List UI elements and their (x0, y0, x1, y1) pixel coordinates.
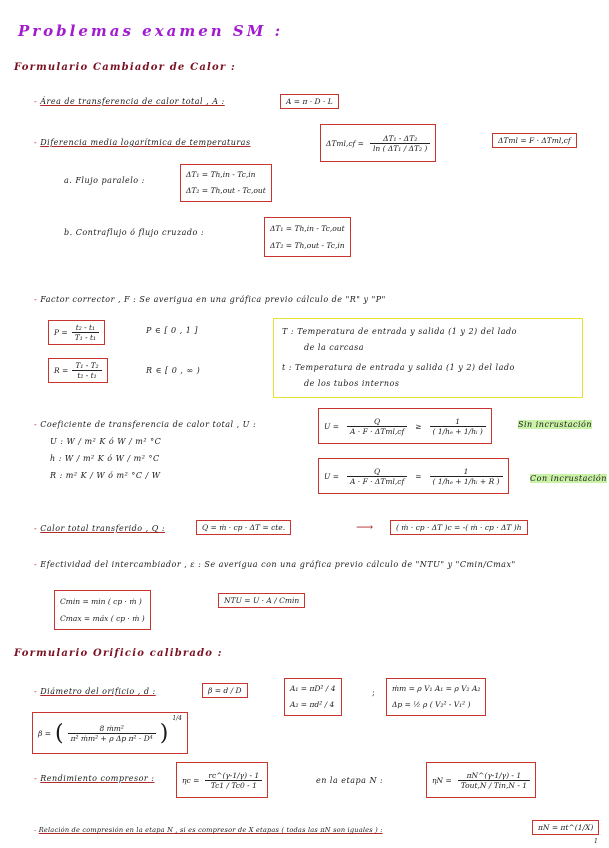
heat-balance-formula: ( ṁ · cp · ΔT )c = -( ṁ · cp · ΔT )h (390, 520, 528, 535)
section-heading-orifice: Formulario Orificio calibrado : (14, 648, 223, 659)
u-units: U : W / m² K ó W / m² °C (50, 437, 162, 446)
u-formula-fouled: U = $\frac{Q}{\text{A · F · ΔTml,cf}}$ = $\frac{1}{\text{( 1/hₑ + 1/hᵢ + R )}}$ (318, 458, 509, 494)
p-formula: P = $\frac{\text{t₂ - t₁}}{\text{T₁ - t₁}}$ (48, 320, 105, 345)
note-shell-temp-cont: de la carcasa (304, 343, 364, 352)
compression-ratio-label: - Relación de compresión en la etapa N , si es compresor de X etapas ( todas las πN son iguales ) : (34, 826, 383, 834)
ntu-formula: NTU = U · A / Cmin (218, 593, 305, 608)
u-note-fouled: Con incrustación (530, 474, 607, 483)
beta-formula: β = ( $\frac{\text{8 ṁm²}}{\text{π² ṁm² + ρ Δp π² · D⁴}}$ ) $^{1/4}$ (32, 712, 188, 754)
r-range: R ∈ [ 0 , ∞ ) (146, 366, 201, 375)
efficiency-formula: ηc = $\frac{rc\^{}(\gamma-1/\gamma) - 1}{Tc1 / Tc0 - 1}$ (176, 762, 268, 798)
r-formula: R = $\frac{\text{T₁ - T₂}}{\text{t₂ - t₁}}$ (48, 358, 108, 383)
parallel-flow-formulas: ΔT₁ = Th,in - Tc,in ΔT₂ = Th,out - Tc,out (180, 164, 272, 202)
r-units: R : m² K / W ó m² °C / W (50, 471, 161, 480)
factor-label: - Factor corrector , F : Se averigua en una gráfica previo cálculo de "R" y "P" (34, 295, 386, 304)
stage-efficiency-formula: ηN = $\frac{\pi N\^{}(\gamma-1/\gamma) - 1}{\text{Tout,N / Tin,N - 1}}$ (426, 762, 536, 798)
separator: ; (372, 688, 376, 697)
heat-formula: Q = ṁ · cp · ΔT = cte. (196, 520, 291, 535)
dmlt-label: - Diferencia media logarítmica de temperaturas (34, 138, 251, 147)
page-number: 1 (594, 838, 599, 845)
section-heading-heat-exchanger: Formulario Cambiador de Calor : (14, 62, 236, 73)
area-formula: A = π · D · L (280, 94, 339, 109)
cmin-cmax-box: Cmin = min ( cp · ṁ ) Cmax = máx ( cp · ṁ ) (54, 590, 151, 630)
orifice-label: - Diámetro del orificio , d : (34, 687, 156, 696)
note-tube-temp: t : Temperatura de entrada y salida (1 y 2) del lado (282, 363, 515, 372)
area-label: - Área de transferencia de calor total , A : (34, 97, 225, 106)
u-formula-clean: U = $\frac{Q}{\text{A · F · ΔTml,cf}}$ ≥ $\frac{1}{\text{( 1/hₑ + 1/hᵢ )}}$ (318, 408, 492, 444)
area-definitions: A₁ = πD² / 4 A₂ = πd² / 4 (284, 678, 342, 716)
efficiency-label: - Rendimiento compresor : (34, 774, 155, 783)
arrow-icon: ⟶ (356, 520, 374, 534)
compression-ratio-formula: πN = πt^(1/X) (532, 820, 599, 835)
parallel-flow-label: a. Flujo paralelo : (64, 176, 145, 185)
beta-exponent: 1/4 (172, 715, 182, 722)
p-range: P ∈ [ 0 , 1 ] (146, 326, 199, 335)
temperature-note-box (273, 318, 583, 398)
u-label: - Coeficiente de transferencia de calor total , U : (34, 420, 257, 429)
page-title: Problemas examen SM : (18, 22, 284, 40)
dmlt-corrected: ΔTml = F · ΔTml,cf (492, 133, 577, 148)
counterflow-label: b. Contraflujo ó flujo cruzado : (64, 228, 205, 237)
stage-label: en la etapa N : (316, 776, 384, 785)
beta-definition: β = d / D (202, 683, 248, 698)
effectiveness-label: - Efectividad del intercambiador , ε : Se averigua con una gráfica previo cálculo de "NTU" y "Cmin/Cmax" (34, 560, 516, 569)
counterflow-formulas: ΔT₁ = Th,in - Tc,out ΔT₂ = Th,out - Tc,in (264, 217, 351, 257)
note-tube-temp-cont: de los tubos internos (304, 379, 400, 388)
flow-definitions: ṁm = ρ V₁ A₁ = ρ V₂ A₂ Δp = ½ ρ ( V₂² - V₁² ) (386, 678, 486, 716)
heat-label: - Calor total transferido , Q : (34, 524, 166, 533)
note-shell-temp: T : Temperatura de entrada y salida (1 y 2) del lado (282, 327, 517, 336)
u-note-clean: Sin incrustación (518, 420, 592, 429)
h-units: h : W / m² K ó W / m² °C (50, 454, 160, 463)
dmlt-formula: ΔTml,cf = $\frac{\text{ΔT₁ - ΔT₂}}{\text{ln ( ΔT₁ / ΔT₂ )}}$ (320, 124, 436, 162)
